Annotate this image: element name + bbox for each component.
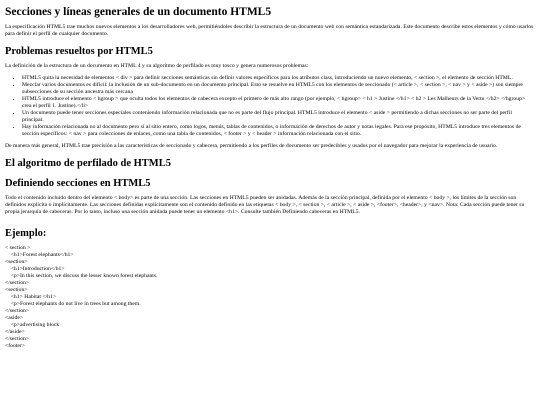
defining-heading: Definiendo secciones en HTML5	[5, 178, 151, 190]
algorithm-heading: El algoritmo de perfilado de HTML5	[5, 158, 171, 170]
code-line: <aside>	[5, 315, 24, 322]
list-item: • Mezclar varios documentos es difícil: la inclusión de un sub-documento en un documento principal. Esto se resuelve en HTML5 con los elementos de seccionado (< article >, < section >, < nav > y < aside >) son siempre subsecciones de su sección ancestra más cercana	[22, 82, 535, 96]
code-line: </section>	[5, 308, 30, 315]
code-example	[5, 245, 535, 350]
problems-outro: De manera más general, HTML5 trae precisión a las características de seccionado y cabecera, permitiendo a los perfiles de documento ser predecibles y usados por el navegador para mejorar la experiencia de usuario.	[5, 143, 498, 150]
problems-list	[5, 75, 535, 138]
problems-heading: Problemas resueltos por HTML5	[5, 46, 153, 58]
code-line: </aside>	[5, 329, 25, 336]
list-item: • HTML5 introduce el elemento < hgroup > que oculta todos los elementos de cabecera excepto el primero de más alto rango (por ejemplo, < hgroup> < h1 > Justine </h1> < h2 > Les Malheurs de la Vertu </h2> </hgroup> crea el perfil 1. Justine).</li>	[22, 96, 535, 110]
code-line: <p>Forest elephants do not live in trees but among them.	[5, 301, 141, 308]
code-line: <h1> Habitat </h1>	[5, 294, 57, 301]
code-line: <p>advertising block	[5, 322, 60, 329]
example-heading: Ejemplo:	[5, 228, 47, 240]
defining-paragraph: Todo el contenido incluido dentro del elemento < body> es parte de una sección. Las secciones en HTML5 pueden ser anidadas. Además de la sección principal, definida por el elemento < body >, los límites de la sección son definidos explícita o implícitamente. Las secciones definidas explícitamente son el contenido definido en las etiquetas < body >, < section >, < article >, < aside >, <footer>, <header>, y <nav>. Nota: Cada sección puede tener su propia jerarquía de cabeceras. Por lo tanto, incluso una sección anidada puede tener un elemento <h1>. Consulte también Definiendo cabeceras en HTML5.	[5, 195, 525, 216]
code-line: </section>	[5, 336, 30, 343]
code-line: < section >	[5, 245, 31, 252]
problems-intro: La definición de la estructura de un documento en HTML 4 y su algoritmo de perfilado es muy tosco y genera numerosos problemas:	[5, 63, 309, 70]
intro-paragraph: La especificación HTML5 trae muchos nuevos elementos a los desarrolladores web, permitiéndoles describir la estructura de un documento web con semántica estandarizada. Este documento describe estos elementos y cómo usarlos para definir el perfil de cualquier documento.	[5, 24, 534, 38]
code-line: <p>In this section, we discuss the lesser known forest elephants.	[5, 273, 158, 280]
code-line: <h1>Introduction</h1>	[5, 266, 65, 273]
code-line: <h1>Forest elephants</h1>	[5, 252, 74, 259]
code-line: </section>	[5, 280, 30, 287]
code-line: <section>	[5, 287, 28, 294]
code-line: <footer>	[5, 343, 25, 350]
code-line: <section>	[5, 259, 28, 266]
list-item: • Un documento puede tener secciones especiales conteniendo información relacionada que no es parte del flujo principal. HTML5 introduce el elemento < aside > permitiendo a dichas secciones no ser parte del perfil principal.	[22, 110, 535, 124]
page-title: Secciones y líneas generales de un documento HTML5	[5, 6, 272, 18]
list-item: • HTML5 quita la necesidad de elementos < div > para definir secciones semánticas sin definir valores específicos para los atributos class, introduciendo un nuevo elemento, < section >, el elemento de sección HTML.	[22, 75, 535, 82]
list-item: • Hay información relacionada no al documento pero sí al sitio entero, como logos, menús, tablas de contenidos, o información de derechos de autor y notas legales. Para ese propósito, HTML5 introduce tres elementos de sección específicos: < nav > para colecciones de enlaces, como una tabla de contenidos, < footer > y < header > información relacionada con el sitio.	[22, 124, 535, 138]
